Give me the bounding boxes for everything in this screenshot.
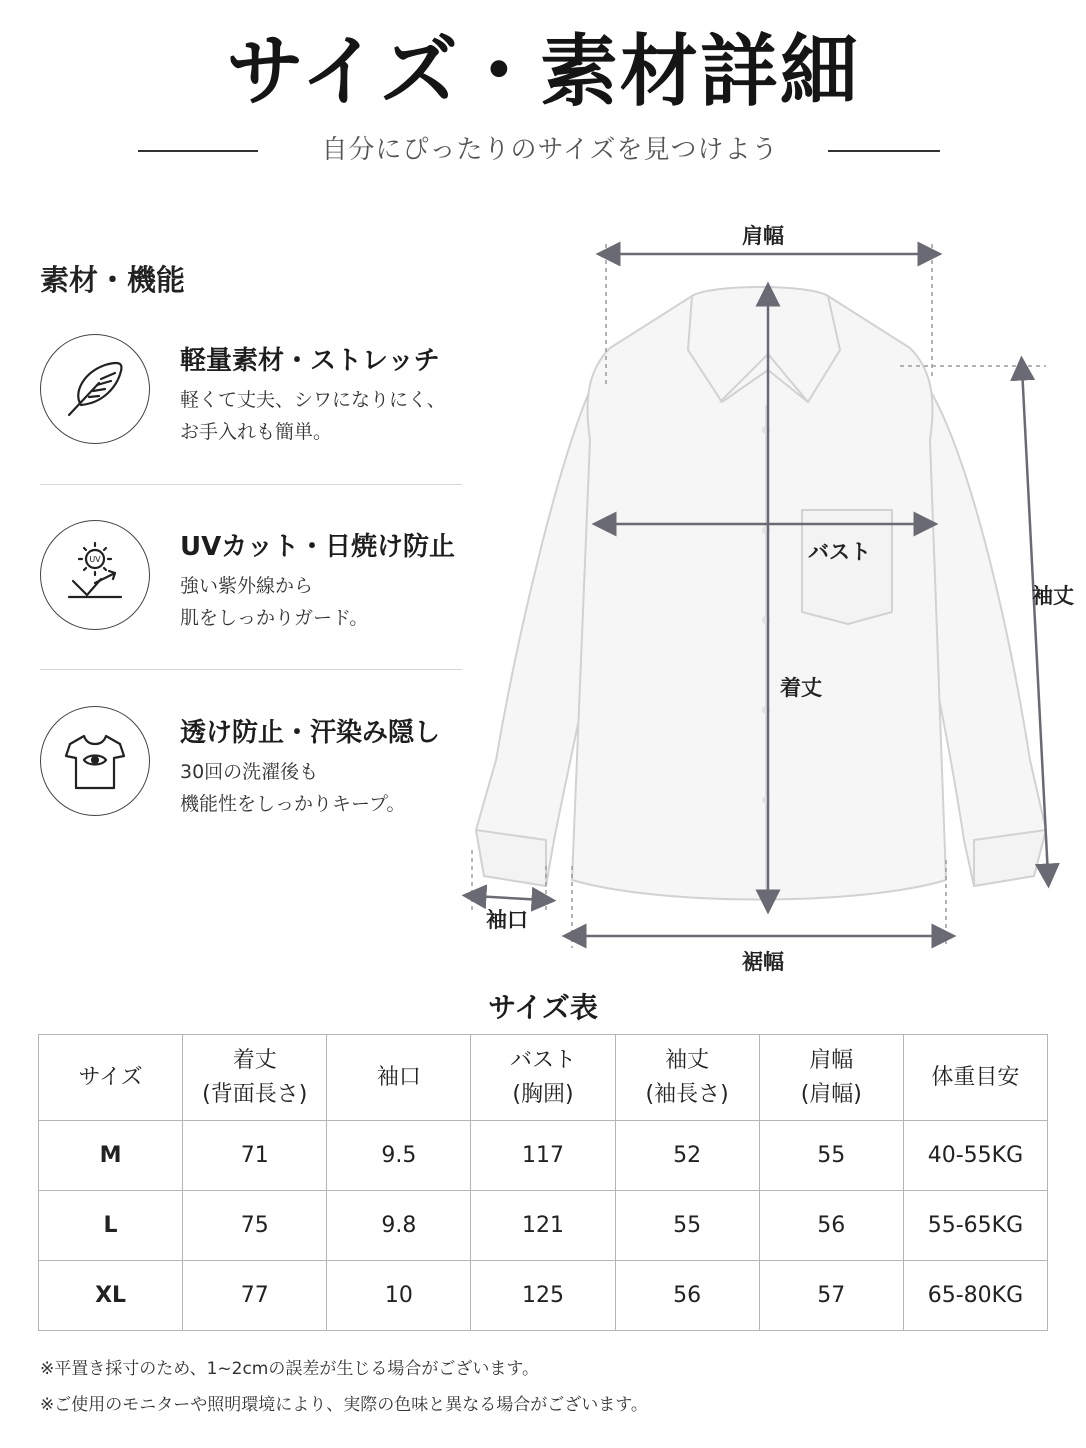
- feature-see-through: [40, 706, 464, 856]
- feature-description: 30回の洗濯後も 機能性をしっかりキープ。: [180, 761, 406, 815]
- table-cell: 56: [759, 1191, 903, 1261]
- feather-icon: [40, 334, 150, 444]
- table-cell: 77: [183, 1261, 327, 1331]
- feature-title: 透け防止・汗染み隠し: [180, 718, 441, 748]
- table-cell: 40-55KG: [903, 1121, 1047, 1191]
- feature-title: 軽量素材・ストレッチ: [180, 346, 440, 376]
- hem-width-label: 裾幅: [742, 950, 784, 974]
- table-cell: 75: [183, 1191, 327, 1261]
- table-cell: 10: [327, 1261, 471, 1331]
- shirt-measurement-diagram: [460, 200, 1086, 980]
- size-table-title: サイズ表: [488, 991, 598, 1024]
- header-bust: バスト (胸囲): [471, 1035, 615, 1121]
- table-cell: 9.5: [327, 1121, 471, 1191]
- header-length: 着丈 (背面長さ): [183, 1035, 327, 1121]
- header-size: サイズ: [39, 1035, 183, 1121]
- header-sleeve-length: 袖丈 (袖長さ): [615, 1035, 759, 1121]
- page-subtitle: 自分にぴったりのサイズを見つけよう: [321, 135, 779, 165]
- feature-title: UVカット・日焼け防止: [180, 532, 455, 562]
- table-cell: 121: [471, 1191, 615, 1261]
- shirt-illustration: [460, 200, 1086, 980]
- size-cell: M: [39, 1121, 183, 1191]
- table-cell: 9.8: [327, 1191, 471, 1261]
- body-length-label: 着丈: [780, 676, 822, 700]
- table-cell: 55: [615, 1191, 759, 1261]
- uv-protection-icon: [40, 520, 150, 630]
- sleeve-length-label: 袖丈: [1032, 584, 1074, 608]
- table-cell: 125: [471, 1261, 615, 1331]
- feature-divider: [40, 669, 462, 670]
- svg-text:UV: UV: [89, 555, 101, 564]
- table-row: [39, 1191, 1048, 1261]
- shoulder-width-label: 肩幅: [742, 224, 784, 248]
- cuff-label: 袖口: [486, 908, 528, 932]
- page-title: サイズ・素材詳細: [226, 27, 860, 117]
- size-cell: L: [39, 1191, 183, 1261]
- header-shoulder: 肩幅 (肩幅): [759, 1035, 903, 1121]
- table-row: [39, 1261, 1048, 1331]
- feature-lightweight: [40, 334, 464, 484]
- table-cell: 57: [759, 1261, 903, 1331]
- measurement-note: ※平置き採寸のため、1~2cmの誤差が生じる場合がございます。: [40, 1359, 539, 1379]
- table-cell: 52: [615, 1121, 759, 1191]
- feature-description: 強い紫外線から 肌をしっかりガード。: [180, 575, 369, 629]
- table-cell: 65-80KG: [903, 1261, 1047, 1331]
- table-cell: 55: [759, 1121, 903, 1191]
- feature-divider: [40, 484, 462, 485]
- header-cuff: 袖口: [327, 1035, 471, 1121]
- size-table: [38, 1034, 1048, 1331]
- bust-label: バスト: [808, 540, 871, 564]
- table-cell: 71: [183, 1121, 327, 1191]
- color-note: ※ご使用のモニターや照明環境により、実際の色味と異なる場合がございます。: [40, 1395, 648, 1415]
- table-cell: 55-65KG: [903, 1191, 1047, 1261]
- materials-heading: 素材・機能: [40, 263, 186, 297]
- table-cell: 117: [471, 1121, 615, 1191]
- size-cell: XL: [39, 1261, 183, 1331]
- table-cell: 56: [615, 1261, 759, 1331]
- tshirt-eye-icon: [40, 706, 150, 816]
- subtitle-left-rule: [138, 150, 258, 152]
- feature-uv-cut: [40, 520, 464, 670]
- table-row: [39, 1121, 1048, 1191]
- feature-description: 軽くて丈夫、シワになりにく、 お手入れも簡単。: [180, 389, 446, 443]
- subtitle-right-rule: [828, 150, 940, 152]
- header-weight: 体重目安: [903, 1035, 1047, 1121]
- size-table-header-row: [39, 1035, 1048, 1121]
